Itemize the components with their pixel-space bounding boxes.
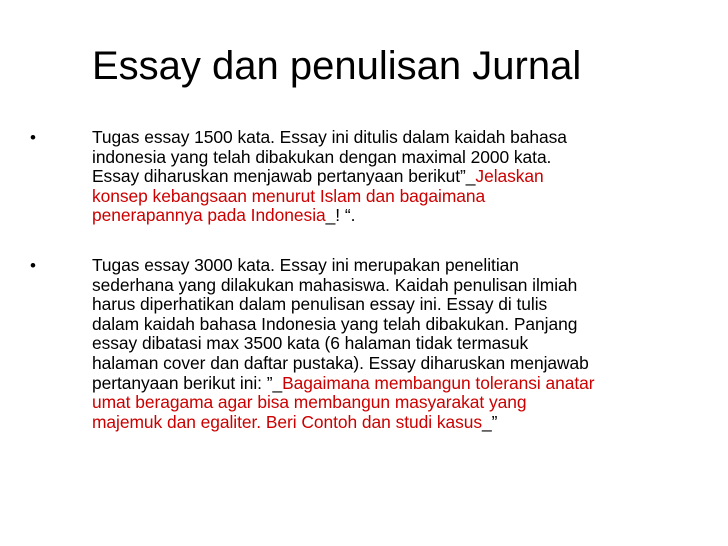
slide-title: Essay dan penulisan Jurnal [92, 44, 582, 88]
text-line [92, 393, 692, 413]
text-line [92, 295, 692, 315]
text-line [92, 413, 692, 433]
text-line [92, 206, 692, 226]
text-run: halaman cover dan daftar pustaka). Essay diharuskan menjawab [92, 352, 589, 373]
text-line [92, 374, 692, 394]
text-line [92, 354, 692, 374]
text-run: pertanyaan berikut ini: ”_ [92, 372, 283, 393]
bullet-marker: • [30, 256, 36, 275]
text-run: Tugas essay 3000 kata. Essay ini merupakan penelitian [92, 255, 519, 275]
text-run: Essay diharuskan menjawab pertanyaan berikut”_ [92, 166, 476, 187]
text-line [92, 276, 692, 296]
text-line [92, 167, 692, 187]
text-run: dalam kaidah bahasa Indonesia yang telah dibakukan. Panjang [92, 313, 578, 334]
text-run: Tugas essay 1500 kata. Essay ini ditulis dalam kaidah bahasa [92, 127, 567, 147]
highlighted-text-run: Jelaskan [475, 166, 544, 187]
bullet-text [92, 128, 692, 226]
text-run: harus diperhatikan dalam penulisan essay ini. Essay di tulis [92, 294, 548, 315]
text-line [92, 187, 692, 207]
text-run: _! “. [325, 205, 356, 226]
bullet-text [92, 256, 692, 432]
highlighted-text-run: konsep kebangsaan menurut Islam dan bagaimana [92, 185, 486, 206]
text-line [92, 256, 692, 276]
text-line [92, 315, 692, 335]
text-line [92, 128, 692, 148]
text-line [92, 148, 692, 168]
highlighted-text-run: umat beragama agar bisa membangun masyarakat yang [92, 392, 527, 413]
highlighted-text-run: majemuk dan egaliter. Beri Contoh dan studi kasus [92, 411, 483, 432]
bullet-marker: • [30, 128, 36, 147]
text-run: essay dibatasi max 3500 kata (6 halaman tidak termasuk [92, 333, 529, 354]
text-run: sederhana yang dilakukan mahasiswa. Kaidah penulisan ilmiah [92, 274, 578, 295]
highlighted-text-run: penerapannya pada Indonesia [92, 205, 326, 226]
text-run: _” [482, 411, 498, 432]
text-run: indonesia yang telah dibakukan dengan maximal 2000 kata. [92, 146, 552, 167]
highlighted-text-run: Bagaimana membangun toleransi anatar [282, 372, 595, 393]
text-line [92, 334, 692, 354]
